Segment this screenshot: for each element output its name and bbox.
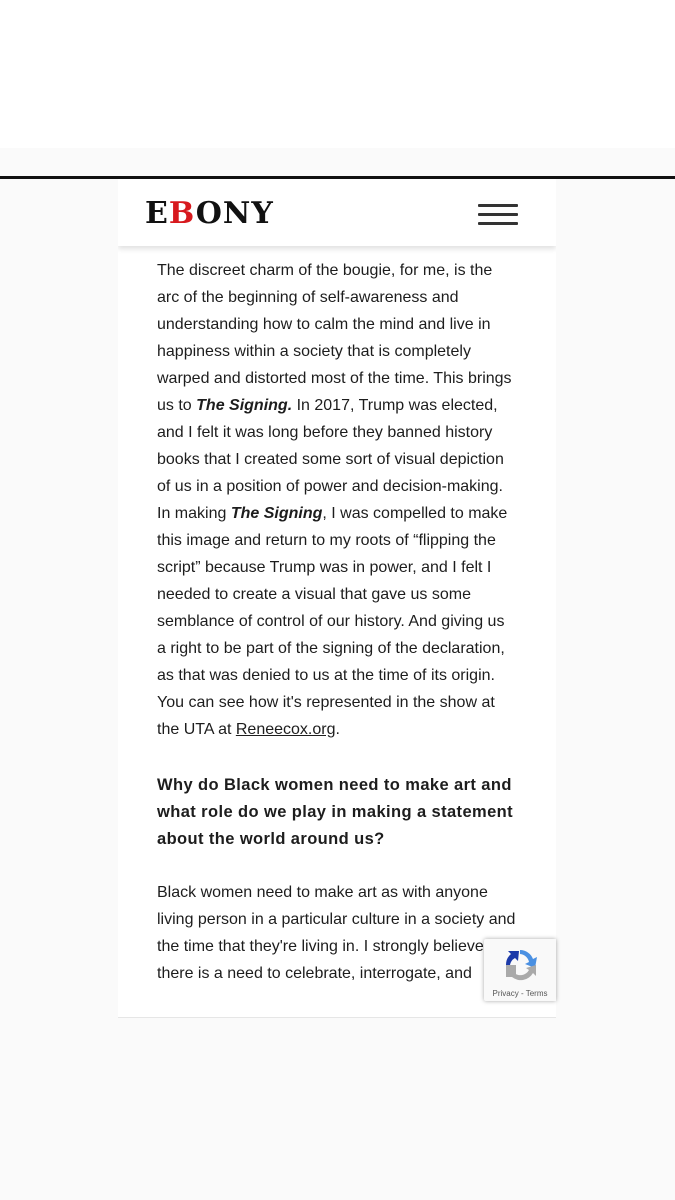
recaptcha-icon (502, 946, 538, 984)
recaptcha-separator: - (518, 989, 526, 998)
menu-bar-bottom (478, 222, 518, 225)
interview-question: Why do Black women need to make art and what role do we play in making a statement about the world around us? (157, 776, 514, 848)
paragraph-text: In 2017, Trump was elected, and I felt it was long before they banned history books that I created some sort of visual depiction of us in a position of power and decision-making. In making (157, 397, 504, 522)
hamburger-menu-icon[interactable] (478, 201, 520, 229)
site-header (118, 179, 556, 246)
ebony-logo[interactable] (145, 196, 274, 232)
paragraph-text: , I was compelled to make this image and return to my roots of “flipping the script” because Trump was in power, and I felt I needed to create a visual that gave us some semblance of control of our history. And giving us a right to be part of the signing of the declaration, as that was denied to us at the time of its origin. You can see how it's represented in the show at the UTA at (157, 505, 508, 738)
artwork-title: The Signing (230, 505, 323, 522)
menu-bar-middle (478, 213, 518, 216)
article-paragraph: Black women need to make art as with anyone living person in a particular culture in a society and the time that they're living in. I strongly believe there is a need to celebrate, interrogate, and (157, 884, 516, 982)
recaptcha-badge[interactable] (484, 939, 556, 1001)
bottom-divider (118, 1017, 556, 1018)
recaptcha-links (484, 989, 556, 999)
logo-letter-e: E (145, 196, 169, 231)
artwork-title: The Signing. (196, 397, 293, 414)
logo-letters-ony: ONY (195, 196, 274, 231)
recaptcha-terms-link[interactable]: Terms (525, 989, 548, 998)
reneecox-link[interactable]: Reneecox.org (235, 721, 336, 738)
paragraph-text: . (335, 721, 340, 738)
article-frame (118, 179, 556, 1017)
top-blank-area (0, 0, 675, 148)
article-paragraph (157, 257, 517, 743)
menu-bar-top (478, 204, 518, 207)
paragraph-text: The discreet charm of the bougie, for me, is the arc of the beginning of self-awareness and understanding how to calm the mind and live in happiness within a society that is completely warped and distorted most of the time. This brings us to (157, 262, 512, 414)
article-body (157, 257, 517, 987)
recaptcha-privacy-link[interactable]: Privacy (492, 989, 519, 998)
logo-letter-b: B (168, 196, 196, 231)
